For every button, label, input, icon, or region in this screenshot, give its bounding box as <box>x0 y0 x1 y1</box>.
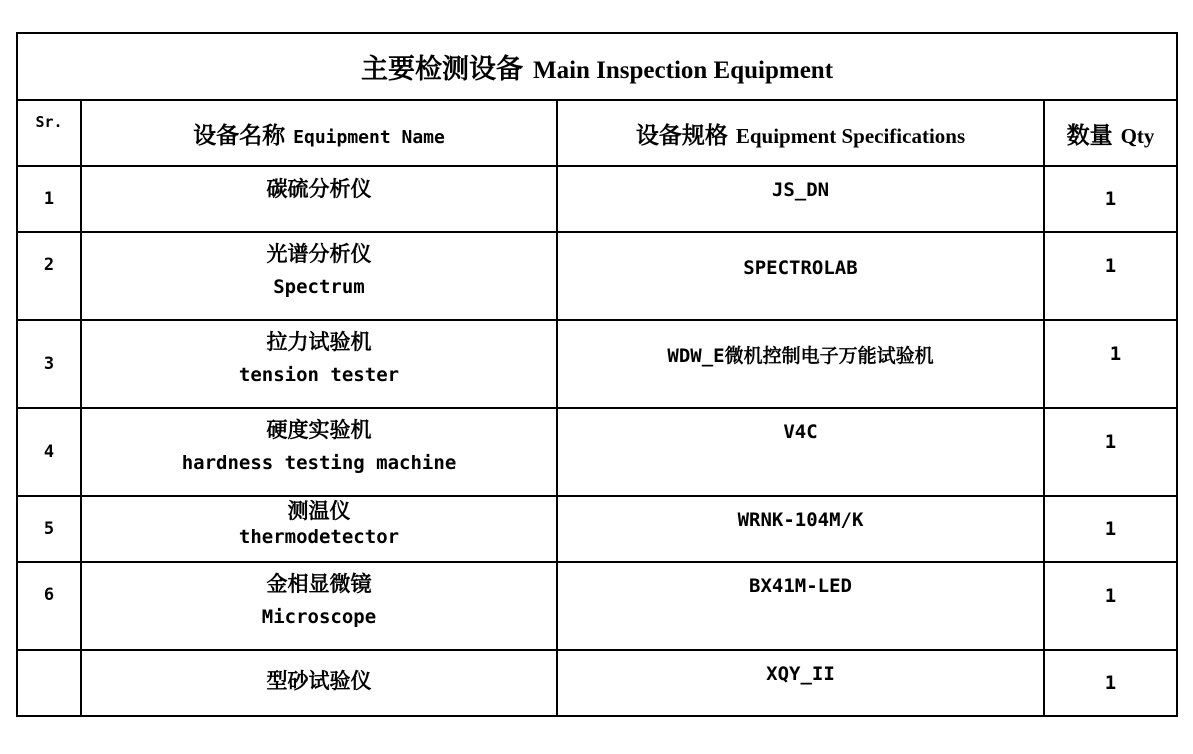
row-spec: V4C <box>557 408 1044 496</box>
row-name <box>81 562 557 650</box>
row-qty: 1 <box>1044 650 1177 716</box>
row-name-en: Microscope <box>261 606 377 628</box>
row-name-cn: 金相显微镜 <box>266 572 372 596</box>
row-qty: 1 <box>1044 232 1177 320</box>
equipment-table <box>16 32 1178 717</box>
row-sr: 1 <box>17 166 81 232</box>
header-qty <box>1044 100 1177 166</box>
row-spec: WRNK-104M/K <box>557 496 1044 562</box>
row-name-en: thermodetector <box>238 526 400 548</box>
row-name <box>81 496 557 562</box>
table-row <box>17 408 1177 496</box>
header-sr: Sr. <box>17 100 81 166</box>
table-row <box>17 650 1177 716</box>
row-name <box>81 232 557 320</box>
row-name <box>81 650 557 716</box>
header-row <box>17 100 1177 166</box>
row-qty: 1 <box>1044 562 1177 650</box>
row-name-en: Spectrum <box>273 276 365 298</box>
row-name-cn: 测温仪 <box>287 499 351 523</box>
row-qty: 1 <box>1044 320 1177 408</box>
row-qty: 1 <box>1044 496 1177 562</box>
table-row <box>17 496 1177 562</box>
header-name-en: Equipment Name <box>293 126 445 148</box>
row-name <box>81 320 557 408</box>
row-name-cn: 拉力试验机 <box>266 330 372 354</box>
header-spec <box>557 100 1044 166</box>
header-qty-en: Qty <box>1120 123 1155 148</box>
title-row <box>17 33 1177 100</box>
table-row <box>17 166 1177 232</box>
row-sr: 5 <box>17 496 81 562</box>
row-name-cn: 硬度实验机 <box>266 418 372 442</box>
row-qty: 1 <box>1044 408 1177 496</box>
row-name <box>81 166 557 232</box>
table-title-cn: 主要检测设备 <box>360 54 523 85</box>
row-name-en: tension tester <box>238 364 400 386</box>
row-sr: 6 <box>17 562 81 650</box>
row-qty: 1 <box>1044 166 1177 232</box>
table-title <box>17 33 1177 100</box>
row-sr: 3 <box>17 320 81 408</box>
row-name-cn: 碳硫分析仪 <box>266 177 372 201</box>
header-spec-en: Equipment Specifications <box>735 123 966 148</box>
header-qty-cn: 数量 <box>1066 122 1113 149</box>
row-name-cn: 光谱分析仪 <box>266 242 372 266</box>
row-sr: 2 <box>17 232 81 320</box>
table-row <box>17 232 1177 320</box>
row-name <box>81 408 557 496</box>
row-spec: WDW_E微机控制电子万能试验机 <box>557 320 1044 408</box>
table-row <box>17 562 1177 650</box>
header-name-cn: 设备名称 <box>193 122 286 149</box>
row-sr <box>17 650 81 716</box>
row-name-cn: 型砂试验仪 <box>266 669 372 693</box>
table-row <box>17 320 1177 408</box>
header-spec-cn: 设备规格 <box>635 122 728 149</box>
row-spec: JS_DN <box>557 166 1044 232</box>
table-title-en: Main Inspection Equipment <box>532 57 834 84</box>
header-name <box>81 100 557 166</box>
row-spec: SPECTROLAB <box>557 232 1044 320</box>
row-sr: 4 <box>17 408 81 496</box>
row-name-en: hardness testing machine <box>181 452 457 474</box>
row-spec: XQY_II <box>557 650 1044 716</box>
row-spec: BX41M-LED <box>557 562 1044 650</box>
